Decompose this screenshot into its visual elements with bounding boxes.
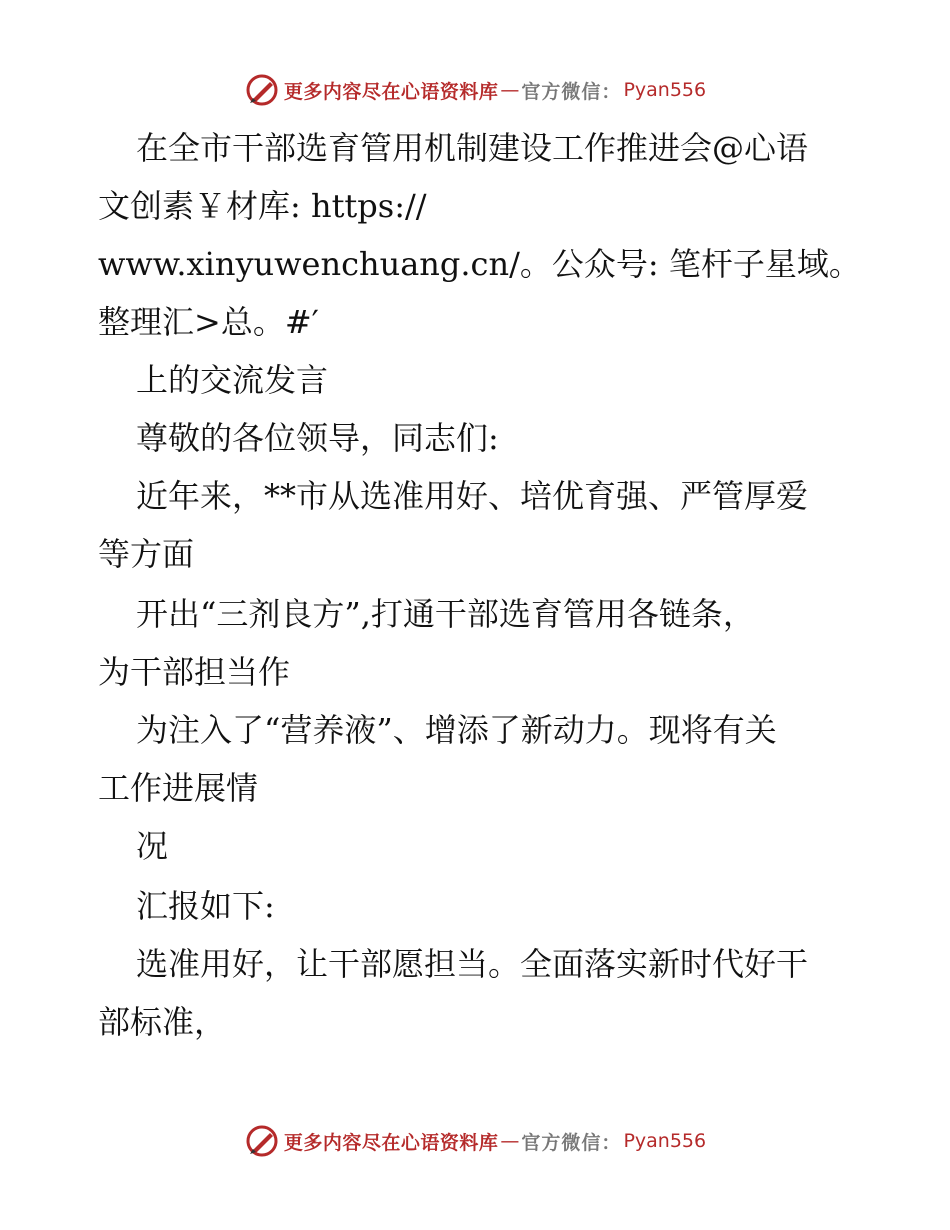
text-line: 上的交流发言: [136, 361, 329, 399]
banner-slogan: 更多内容尽在心语资料库: [283, 1131, 499, 1154]
text-line: 近年来，**市从选准用好、培优育强、严管厚爱: [136, 477, 809, 515]
banner-wechat-label: 官方微信：: [521, 1131, 622, 1154]
text-line: 工作进展情: [98, 769, 259, 807]
text-line: 在全市干部选育管用机制建设工作推进会@心语: [136, 129, 809, 167]
text-line: 等方面: [98, 535, 195, 573]
text-line: www.xinyuwenchuang.cn/。公众号: 笔杆子星域。: [98, 245, 861, 283]
header-watermark-banner: [0, 70, 950, 110]
banner-slogan: 更多内容尽在心语资料库: [283, 80, 499, 103]
text-line: 整理汇>总。#′: [98, 303, 319, 341]
pen-logo-icon: [244, 1123, 280, 1159]
text-line: 部标准，: [98, 1003, 227, 1041]
banner-wechat-label: 官方微信：: [521, 80, 622, 103]
text-line: 况: [136, 827, 169, 865]
text-line: 汇报如下:: [136, 887, 275, 925]
text-line: 选准用好，让干部愿担当。全面落实新时代好干: [136, 945, 809, 983]
banner-wechat-id: Pyan556: [623, 1130, 707, 1152]
text-line: 为注入了“营养液”、增添了新动力。现将有关: [136, 711, 777, 749]
text-line: 尊敬的各位领导，同志们:: [136, 419, 499, 457]
text-line: 为干部担当作: [98, 653, 291, 691]
pen-logo-icon: [244, 72, 280, 108]
banner-wechat-id: Pyan556: [623, 79, 707, 101]
text-line: 开出“三剂良方”,打通干部选育管用各链条，: [136, 595, 755, 633]
text-line: 文创素￥材库: https://: [98, 187, 427, 225]
footer-watermark-banner: [0, 1121, 950, 1161]
banner-dash: —: [500, 79, 520, 101]
banner-dash: —: [500, 1130, 520, 1152]
